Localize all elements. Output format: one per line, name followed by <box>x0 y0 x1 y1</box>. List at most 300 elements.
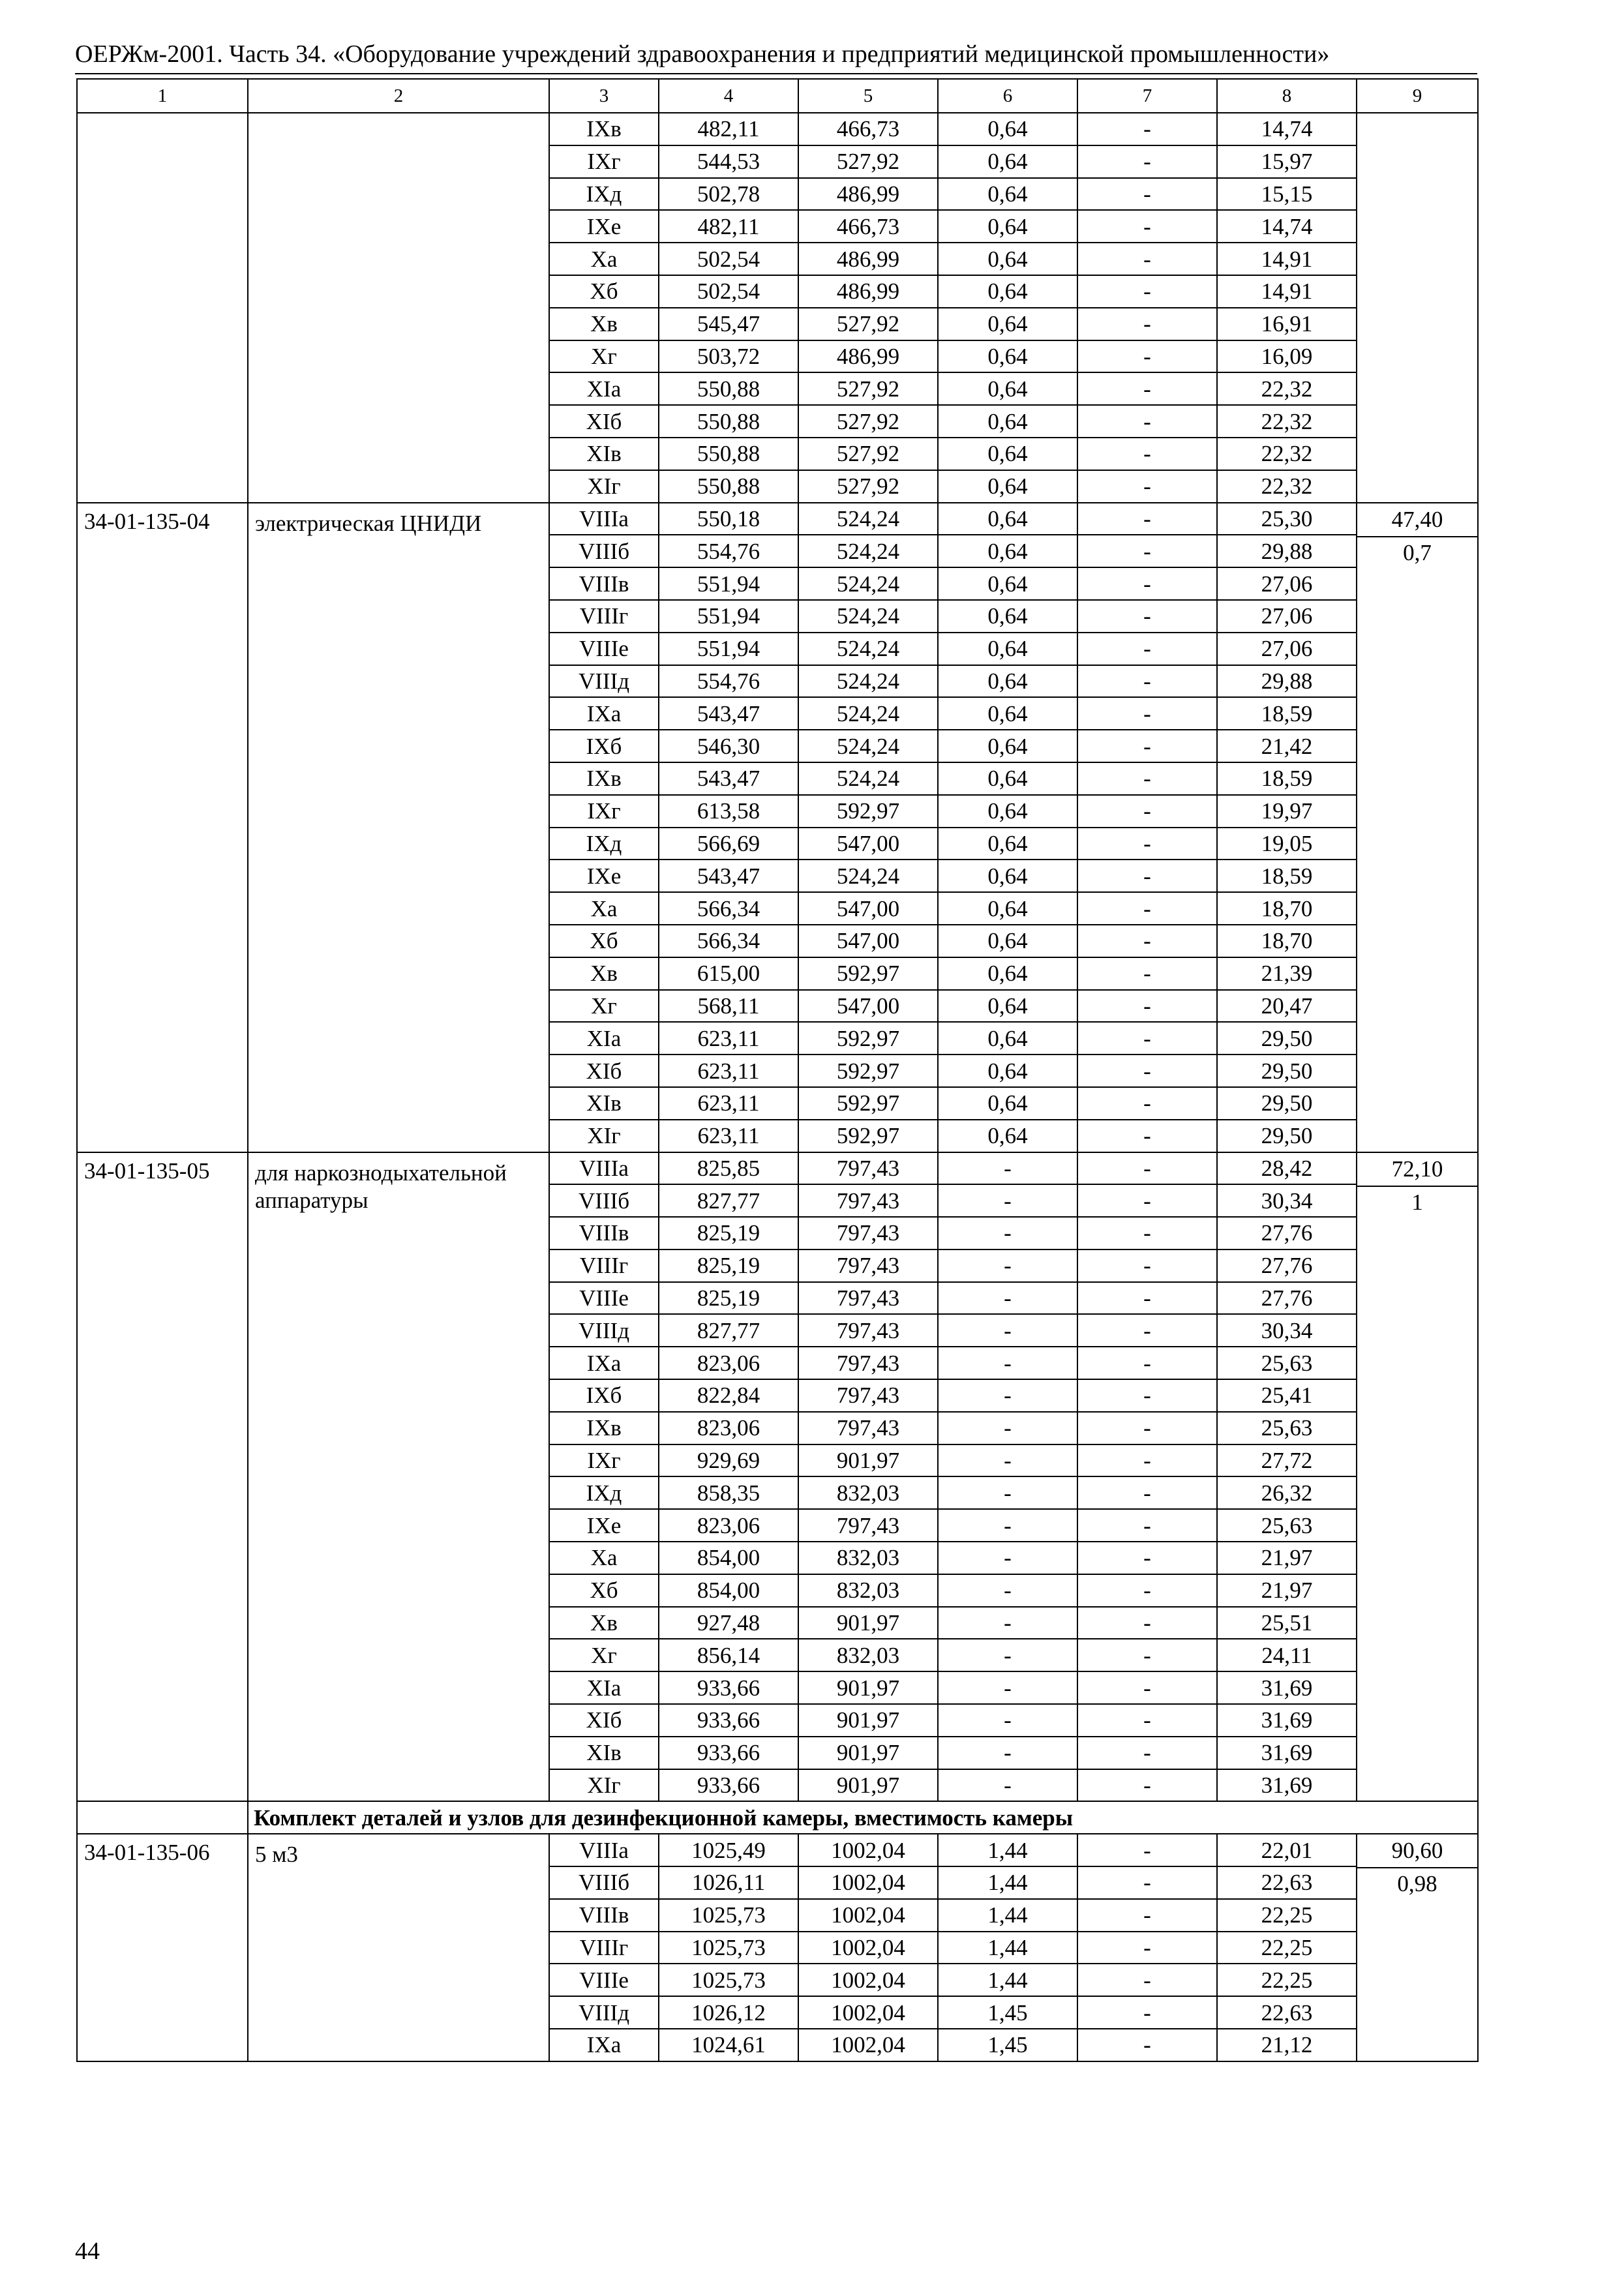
cell-col-3: IXе <box>549 1509 659 1542</box>
cell-col-7: - <box>1077 1022 1217 1055</box>
cell-col-4: 482,11 <box>659 113 798 145</box>
cell-col-4: 933,66 <box>659 1737 798 1769</box>
cell-col-3: VIIIд <box>549 1996 659 2029</box>
cell-col-6: 0,64 <box>938 633 1077 665</box>
cell-col-4: 1025,73 <box>659 1932 798 1964</box>
cell-col-3: XIа <box>549 372 659 405</box>
cell-col-7: - <box>1077 925 1217 957</box>
cell-col-8: 31,69 <box>1217 1671 1357 1704</box>
column-number: 8 <box>1217 79 1357 113</box>
cell-col-4: 1026,11 <box>659 1866 798 1899</box>
cell-col-8: 29,50 <box>1217 1022 1357 1055</box>
cell-col-6: 0,64 <box>938 535 1077 567</box>
cell-col-4: 929,69 <box>659 1444 798 1477</box>
cell-col-5: 527,92 <box>798 405 938 438</box>
column-number: 1 <box>77 79 248 113</box>
cell-col-8: 27,76 <box>1217 1217 1357 1249</box>
cell-col-7: - <box>1077 113 1217 145</box>
cell-col-6: 0,64 <box>938 372 1077 405</box>
cell-col-7: - <box>1077 1899 1217 1932</box>
cell-col-7: - <box>1077 145 1217 178</box>
cell-col-7: - <box>1077 1704 1217 1737</box>
cell-col-4: 554,76 <box>659 665 798 698</box>
cell-col-6: 0,64 <box>938 1055 1077 1087</box>
cell-col-8: 29,50 <box>1217 1087 1357 1120</box>
cell-col-5: 524,24 <box>798 600 938 633</box>
cell-col-6: 0,64 <box>938 503 1077 535</box>
cell-col-3: IXд <box>549 828 659 860</box>
cell-col-7: - <box>1077 470 1217 503</box>
cell-col-8: 29,88 <box>1217 535 1357 567</box>
page-number: 44 <box>75 2237 100 2265</box>
cell-col-6: - <box>938 1769 1077 1802</box>
cell-col-8: 14,91 <box>1217 243 1357 275</box>
cell-col-5: 527,92 <box>798 470 938 503</box>
cell-col-3: VIIIв <box>549 567 659 600</box>
item-name: для наркознодыхательной аппаратуры <box>248 1152 549 1802</box>
cell-col-8: 14,74 <box>1217 210 1357 243</box>
cell-col-6: - <box>938 1574 1077 1607</box>
cell-col-8: 27,76 <box>1217 1249 1357 1282</box>
cell-col-8: 19,97 <box>1217 795 1357 828</box>
cell-col-5: 524,24 <box>798 503 938 535</box>
cell-col-8: 21,97 <box>1217 1542 1357 1574</box>
cell-col-6: - <box>938 1704 1077 1737</box>
cell-col-7: - <box>1077 243 1217 275</box>
cell-col-5: 547,00 <box>798 892 938 925</box>
cell-col-3: VIIIб <box>549 1866 659 1899</box>
cell-col-5: 527,92 <box>798 145 938 178</box>
cell-col-3: IXа <box>549 1347 659 1379</box>
cell-col-6: 0,64 <box>938 438 1077 470</box>
cell-col-8: 18,59 <box>1217 762 1357 795</box>
cell-col-8: 22,01 <box>1217 1834 1357 1866</box>
cell-col-4: 568,11 <box>659 990 798 1023</box>
cell-col-5: 797,43 <box>798 1347 938 1379</box>
cell-col-7: - <box>1077 1607 1217 1639</box>
cell-col-5: 832,03 <box>798 1574 938 1607</box>
cell-col-4: 825,85 <box>659 1152 798 1185</box>
cell-col-6: 0,64 <box>938 795 1077 828</box>
cell-col-7: - <box>1077 2029 1217 2061</box>
cell-col-3: Xб <box>549 925 659 957</box>
column-number: 9 <box>1357 79 1478 113</box>
cell-col-8: 27,72 <box>1217 1444 1357 1477</box>
cell-col-3: XIб <box>549 1055 659 1087</box>
cell-col-4: 502,54 <box>659 243 798 275</box>
cell-col-8: 31,69 <box>1217 1704 1357 1737</box>
cell-col-4: 544,53 <box>659 145 798 178</box>
cell-col-5: 1002,04 <box>798 1996 938 2029</box>
cell-col-8: 31,69 <box>1217 1737 1357 1769</box>
cell-col-3: VIIIв <box>549 1217 659 1249</box>
cell-col-8: 22,32 <box>1217 372 1357 405</box>
cell-col-7: - <box>1077 1055 1217 1087</box>
cell-col-5: 901,97 <box>798 1671 938 1704</box>
col9-cell <box>1357 113 1478 503</box>
cell-col-4: 823,06 <box>659 1347 798 1379</box>
cell-col-4: 1025,49 <box>659 1834 798 1866</box>
cell-col-7: - <box>1077 1996 1217 2029</box>
cell-col-4: 825,19 <box>659 1282 798 1315</box>
cell-col-6: 1,45 <box>938 2029 1077 2061</box>
cell-col-8: 29,50 <box>1217 1055 1357 1087</box>
cell-col-8: 18,59 <box>1217 860 1357 892</box>
section-row <box>77 1801 1478 1834</box>
cell-col-4: 854,00 <box>659 1574 798 1607</box>
cell-col-6: - <box>938 1542 1077 1574</box>
cell-col-4: 543,47 <box>659 762 798 795</box>
cell-col-5: 466,73 <box>798 210 938 243</box>
cell-col-5: 797,43 <box>798 1412 938 1444</box>
cell-col-4: 613,58 <box>659 795 798 828</box>
cell-col-7: - <box>1077 1769 1217 1802</box>
cell-col-3: Xв <box>549 957 659 990</box>
cell-col-8: 25,63 <box>1217 1412 1357 1444</box>
cell-col-8: 22,25 <box>1217 1932 1357 1964</box>
cell-col-6: - <box>938 1412 1077 1444</box>
cell-col-7: - <box>1077 730 1217 762</box>
cell-col-3: VIIIд <box>549 665 659 698</box>
cell-col-5: 797,43 <box>798 1379 938 1412</box>
column-number: 7 <box>1077 79 1217 113</box>
cell-col-6: 0,64 <box>938 762 1077 795</box>
cell-col-5: 524,24 <box>798 762 938 795</box>
cell-col-3: Xв <box>549 1607 659 1639</box>
cell-col-5: 486,99 <box>798 340 938 373</box>
column-number-row <box>77 79 1478 113</box>
cell-col-7: - <box>1077 795 1217 828</box>
cell-col-5: 797,43 <box>798 1249 938 1282</box>
cell-col-3: VIIIв <box>549 1899 659 1932</box>
cell-col-4: 825,19 <box>659 1249 798 1282</box>
cell-col-3: XIв <box>549 1087 659 1120</box>
cell-col-5: 797,43 <box>798 1152 938 1185</box>
cell-col-4: 858,35 <box>659 1476 798 1509</box>
cell-col-5: 1002,04 <box>798 2029 938 2061</box>
cell-col-4: 827,77 <box>659 1314 798 1347</box>
item-code: 34-01-135-04 <box>77 503 248 1152</box>
cell-col-4: 543,47 <box>659 697 798 730</box>
cell-col-4: 566,34 <box>659 892 798 925</box>
cell-col-7: - <box>1077 1217 1217 1249</box>
section-empty-cell <box>77 1801 248 1834</box>
cell-col-7: - <box>1077 1737 1217 1769</box>
cell-col-5: 832,03 <box>798 1476 938 1509</box>
cell-col-7: - <box>1077 275 1217 308</box>
cell-col-7: - <box>1077 340 1217 373</box>
cell-col-8: 22,63 <box>1217 1866 1357 1899</box>
cell-col-4: 1025,73 <box>659 1899 798 1932</box>
cell-col-8: 30,34 <box>1217 1184 1357 1217</box>
col9-bottom-value: 0,98 <box>1397 1871 1437 1897</box>
cell-col-6: 1,44 <box>938 1866 1077 1899</box>
col9-cell <box>1357 1834 1478 2061</box>
col9-top-value: 90,60 <box>1357 1834 1477 1868</box>
cell-col-7: - <box>1077 697 1217 730</box>
cell-col-3: Xа <box>549 1542 659 1574</box>
cell-col-6: 0,64 <box>938 990 1077 1023</box>
cell-col-4: 854,00 <box>659 1542 798 1574</box>
cell-col-6: 0,64 <box>938 145 1077 178</box>
cell-col-6: 0,64 <box>938 892 1077 925</box>
cell-col-7: - <box>1077 567 1217 600</box>
cell-col-5: 797,43 <box>798 1184 938 1217</box>
cell-col-5: 527,92 <box>798 438 938 470</box>
cell-col-6: - <box>938 1671 1077 1704</box>
cell-col-3: IXв <box>549 1412 659 1444</box>
cell-col-6: 0,64 <box>938 925 1077 957</box>
cell-col-7: - <box>1077 1184 1217 1217</box>
cell-col-3: Xг <box>549 1639 659 1671</box>
cell-col-4: 623,11 <box>659 1120 798 1152</box>
cell-col-3: VIIIг <box>549 1932 659 1964</box>
cell-col-4: 550,18 <box>659 503 798 535</box>
cell-col-5: 547,00 <box>798 990 938 1023</box>
cell-col-6: - <box>938 1217 1077 1249</box>
cell-col-5: 901,97 <box>798 1444 938 1477</box>
cell-col-5: 901,97 <box>798 1607 938 1639</box>
cell-col-5: 832,03 <box>798 1542 938 1574</box>
cell-col-7: - <box>1077 1639 1217 1671</box>
cell-col-3: IXб <box>549 1379 659 1412</box>
cell-col-8: 22,25 <box>1217 1899 1357 1932</box>
cell-col-7: - <box>1077 405 1217 438</box>
cell-col-7: - <box>1077 1249 1217 1282</box>
cell-col-6: - <box>938 1249 1077 1282</box>
cell-col-7: - <box>1077 892 1217 925</box>
section-title: Комплект деталей и узлов для дезинфекционной камеры, вместимость камеры <box>248 1801 1478 1834</box>
cell-col-5: 592,97 <box>798 957 938 990</box>
column-number: 5 <box>798 79 938 113</box>
cell-col-6: - <box>938 1607 1077 1639</box>
column-number: 2 <box>248 79 549 113</box>
cell-col-6: - <box>938 1184 1077 1217</box>
cell-col-8: 15,15 <box>1217 178 1357 211</box>
cell-col-4: 554,76 <box>659 535 798 567</box>
col9-cell <box>1357 503 1478 1152</box>
cell-col-3: XIб <box>549 1704 659 1737</box>
cell-col-7: - <box>1077 957 1217 990</box>
cell-col-6: 0,64 <box>938 957 1077 990</box>
cell-col-3: VIIIа <box>549 1152 659 1185</box>
cell-col-3: VIIIб <box>549 535 659 567</box>
cell-col-3: IXе <box>549 860 659 892</box>
cell-col-4: 1024,61 <box>659 2029 798 2061</box>
cell-col-5: 1002,04 <box>798 1964 938 1996</box>
cell-col-7: - <box>1077 308 1217 340</box>
col9-top-value: 47,40 <box>1357 503 1477 537</box>
cell-col-6: 1,44 <box>938 1834 1077 1866</box>
cell-col-7: - <box>1077 1964 1217 1996</box>
cell-col-5: 1002,04 <box>798 1932 938 1964</box>
cell-col-4: 933,66 <box>659 1671 798 1704</box>
cell-col-7: - <box>1077 990 1217 1023</box>
cell-col-5: 797,43 <box>798 1314 938 1347</box>
item-code: 34-01-135-06 <box>77 1834 248 2061</box>
cell-col-8: 25,41 <box>1217 1379 1357 1412</box>
cell-col-6: 0,64 <box>938 567 1077 600</box>
cell-col-3: IXа <box>549 2029 659 2061</box>
cell-col-5: 1002,04 <box>798 1866 938 1899</box>
cell-col-7: - <box>1077 372 1217 405</box>
table-row <box>77 1152 1478 1185</box>
cell-col-8: 14,91 <box>1217 275 1357 308</box>
cell-col-8: 21,39 <box>1217 957 1357 990</box>
cell-col-6: - <box>938 1379 1077 1412</box>
cell-col-4: 827,77 <box>659 1184 798 1217</box>
cell-col-8: 28,42 <box>1217 1152 1357 1185</box>
cell-col-8: 25,63 <box>1217 1347 1357 1379</box>
cell-col-7: - <box>1077 1932 1217 1964</box>
cell-col-7: - <box>1077 860 1217 892</box>
cell-col-3: Xб <box>549 275 659 308</box>
cell-col-5: 901,97 <box>798 1737 938 1769</box>
cell-col-6: 0,64 <box>938 828 1077 860</box>
cell-col-3: Xа <box>549 892 659 925</box>
cell-col-8: 18,70 <box>1217 892 1357 925</box>
cell-col-4: 623,11 <box>659 1055 798 1087</box>
cell-col-4: 551,94 <box>659 600 798 633</box>
cell-col-5: 592,97 <box>798 1120 938 1152</box>
cell-col-6: 0,64 <box>938 243 1077 275</box>
cell-col-5: 466,73 <box>798 113 938 145</box>
cell-col-4: 543,47 <box>659 860 798 892</box>
cell-col-6: - <box>938 1444 1077 1477</box>
cell-col-8: 15,97 <box>1217 145 1357 178</box>
cell-col-4: 545,47 <box>659 308 798 340</box>
cell-col-5: 592,97 <box>798 795 938 828</box>
cell-col-6: 1,45 <box>938 1996 1077 2029</box>
cell-col-7: - <box>1077 1671 1217 1704</box>
price-table <box>76 78 1479 2062</box>
col9-top-value: 72,10 <box>1357 1153 1477 1187</box>
cell-col-6: 1,44 <box>938 1899 1077 1932</box>
cell-col-4: 823,06 <box>659 1509 798 1542</box>
cell-col-6: 1,44 <box>938 1964 1077 1996</box>
item-name: 5 м3 <box>248 1834 549 2061</box>
cell-col-6: - <box>938 1509 1077 1542</box>
cell-col-3: XIг <box>549 1120 659 1152</box>
cell-col-6: - <box>938 1282 1077 1315</box>
cell-col-7: - <box>1077 178 1217 211</box>
cell-col-7: - <box>1077 1314 1217 1347</box>
cell-col-4: 566,69 <box>659 828 798 860</box>
item-name <box>248 113 549 503</box>
table-row <box>77 113 1478 145</box>
cell-col-3: XIв <box>549 438 659 470</box>
cell-col-4: 856,14 <box>659 1639 798 1671</box>
table-body <box>77 79 1478 2061</box>
cell-col-4: 546,30 <box>659 730 798 762</box>
cell-col-5: 592,97 <box>798 1055 938 1087</box>
cell-col-7: - <box>1077 210 1217 243</box>
cell-col-6: 0,64 <box>938 113 1077 145</box>
cell-col-6: 0,64 <box>938 697 1077 730</box>
cell-col-3: VIIIд <box>549 1314 659 1347</box>
cell-col-3: IXг <box>549 795 659 828</box>
cell-col-5: 524,24 <box>798 633 938 665</box>
cell-col-3: VIIIа <box>549 1834 659 1866</box>
cell-col-7: - <box>1077 1866 1217 1899</box>
cell-col-8: 19,05 <box>1217 828 1357 860</box>
cell-col-5: 797,43 <box>798 1217 938 1249</box>
cell-col-8: 29,88 <box>1217 665 1357 698</box>
cell-col-8: 22,32 <box>1217 470 1357 503</box>
cell-col-6: 0,64 <box>938 275 1077 308</box>
cell-col-3: IXе <box>549 210 659 243</box>
cell-col-5: 486,99 <box>798 243 938 275</box>
cell-col-6: 0,64 <box>938 730 1077 762</box>
cell-col-3: IXб <box>549 730 659 762</box>
cell-col-3: VIIIб <box>549 1184 659 1217</box>
cell-col-4: 822,84 <box>659 1379 798 1412</box>
column-number: 3 <box>549 79 659 113</box>
cell-col-3: VIIIе <box>549 1282 659 1315</box>
cell-col-3: XIв <box>549 1737 659 1769</box>
cell-col-4: 1025,73 <box>659 1964 798 1996</box>
cell-col-8: 26,32 <box>1217 1476 1357 1509</box>
cell-col-5: 524,24 <box>798 665 938 698</box>
cell-col-4: 823,06 <box>659 1412 798 1444</box>
cell-col-8: 24,11 <box>1217 1639 1357 1671</box>
cell-col-7: - <box>1077 1087 1217 1120</box>
col9-bottom-value: 1 <box>1411 1189 1423 1215</box>
cell-col-7: - <box>1077 535 1217 567</box>
cell-col-6: - <box>938 1347 1077 1379</box>
cell-col-8: 21,42 <box>1217 730 1357 762</box>
cell-col-8: 27,06 <box>1217 567 1357 600</box>
item-name: электрическая ЦНИДИ <box>248 503 549 1152</box>
cell-col-6: 0,64 <box>938 600 1077 633</box>
cell-col-3: IXг <box>549 145 659 178</box>
cell-col-5: 797,43 <box>798 1509 938 1542</box>
item-code <box>77 113 248 503</box>
cell-col-5: 486,99 <box>798 178 938 211</box>
cell-col-4: 615,00 <box>659 957 798 990</box>
cell-col-5: 524,24 <box>798 730 938 762</box>
column-number: 6 <box>938 79 1077 113</box>
cell-col-7: - <box>1077 1347 1217 1379</box>
cell-col-3: VIIIг <box>549 1249 659 1282</box>
cell-col-8: 31,69 <box>1217 1769 1357 1802</box>
cell-col-4: 1026,12 <box>659 1996 798 2029</box>
cell-col-6: - <box>938 1152 1077 1185</box>
table-row <box>77 1834 1478 1866</box>
cell-col-3: XIа <box>549 1022 659 1055</box>
cell-col-4: 550,88 <box>659 372 798 405</box>
cell-col-4: 503,72 <box>659 340 798 373</box>
cell-col-8: 22,32 <box>1217 438 1357 470</box>
table-row <box>77 503 1478 535</box>
cell-col-5: 524,24 <box>798 567 938 600</box>
cell-col-5: 524,24 <box>798 697 938 730</box>
cell-col-6: 0,64 <box>938 1022 1077 1055</box>
cell-col-6: 0,64 <box>938 210 1077 243</box>
cell-col-5: 527,92 <box>798 308 938 340</box>
cell-col-4: 502,54 <box>659 275 798 308</box>
cell-col-3: Xг <box>549 990 659 1023</box>
cell-col-8: 16,91 <box>1217 308 1357 340</box>
cell-col-3: VIIIе <box>549 1964 659 1996</box>
cell-col-6: 0,64 <box>938 860 1077 892</box>
cell-col-8: 27,06 <box>1217 633 1357 665</box>
cell-col-6: 0,64 <box>938 178 1077 211</box>
cell-col-4: 623,11 <box>659 1022 798 1055</box>
cell-col-6: 0,64 <box>938 340 1077 373</box>
cell-col-8: 18,59 <box>1217 697 1357 730</box>
cell-col-8: 21,12 <box>1217 2029 1357 2061</box>
